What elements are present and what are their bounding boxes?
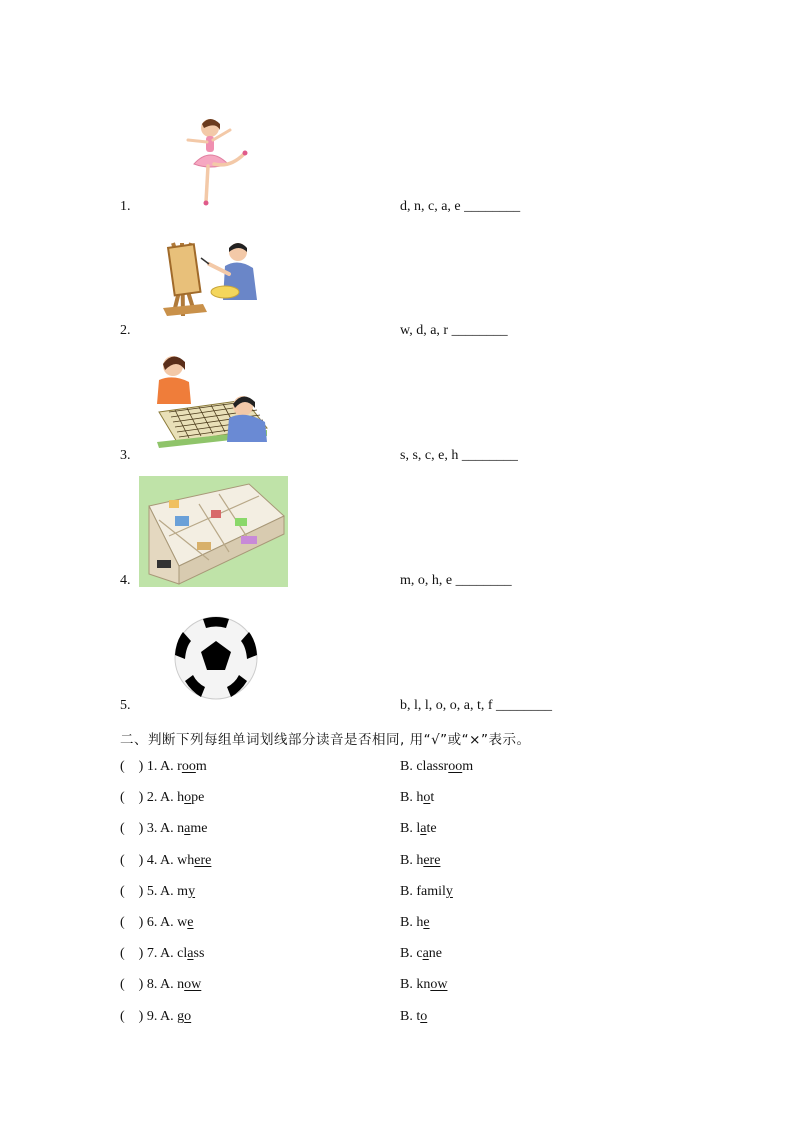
word-a: hope	[177, 790, 205, 806]
option-b: B. classroom	[400, 759, 474, 774]
word-b: classroom	[416, 759, 474, 774]
option-b: B. hot	[400, 790, 435, 806]
word-a: class	[177, 946, 205, 962]
question-number: 6. A.	[146, 915, 178, 930]
judgement-row	[120, 853, 680, 873]
judgement-row	[120, 790, 680, 810]
item-4-scrambled-letters: m, o, h, e ________	[400, 573, 512, 588]
question-number: 3. A.	[146, 821, 178, 837]
item-5-scrambled-letters: b, l, l, o, o, a, t, f ________	[400, 698, 553, 713]
underlined-part: a	[420, 821, 427, 837]
option-b: B. late	[400, 821, 437, 837]
boy-painting-image	[163, 238, 263, 322]
answer-blank[interactable]: ( )	[120, 946, 147, 962]
item-2-number: 2.	[120, 323, 131, 338]
item-1-number: 1.	[120, 199, 131, 214]
option-a	[120, 977, 201, 993]
section-2-heading: 二、判断下列每组单词划线部分读音是否相同, 用“√”或“×”表示。	[120, 732, 531, 748]
judgement-row	[120, 759, 680, 779]
question-number: 2. A.	[146, 790, 178, 806]
option-a	[120, 853, 211, 869]
judgement-row	[120, 915, 680, 935]
option-a	[120, 1009, 191, 1025]
question-number: 7. A.	[146, 946, 178, 962]
item-4-number: 4.	[120, 573, 131, 588]
item-2-scrambled-letters: w, d, a, r ________	[400, 323, 508, 338]
answer-blank[interactable]: ( )	[120, 821, 147, 837]
judgement-row	[120, 977, 680, 997]
answer-blank[interactable]: ( )	[120, 883, 147, 899]
underlined-part: ow	[430, 977, 448, 993]
word-a: my	[177, 883, 196, 899]
word-b: family	[416, 883, 453, 899]
underlined-part: e	[423, 915, 430, 930]
word-b: to	[416, 1008, 428, 1024]
word-a: now	[177, 977, 202, 993]
soccer-ball-image	[173, 615, 259, 701]
underlined-part: a	[422, 946, 429, 962]
word-b: late	[416, 821, 437, 837]
underlined-part: o	[423, 790, 431, 806]
underlined-part: oo	[181, 759, 196, 774]
underlined-part: y	[188, 883, 196, 899]
word-a: go	[177, 1008, 192, 1024]
underlined-part: ere	[423, 852, 441, 868]
word-a: room	[177, 759, 207, 774]
underlined-part: ere	[194, 852, 212, 868]
underlined-part: oo	[448, 759, 463, 774]
judgement-row	[120, 946, 680, 966]
option-a	[120, 946, 204, 962]
option-a	[120, 790, 204, 806]
word-b: hot	[416, 790, 435, 806]
answer-blank[interactable]: ( )	[120, 790, 147, 806]
word-b: know	[416, 977, 448, 993]
option-b: B. here	[400, 852, 441, 868]
question-number: 8. A.	[146, 977, 178, 993]
option-b: B. family	[400, 883, 453, 899]
option-b: B. he	[400, 915, 430, 930]
ballet-dancer-image	[180, 112, 250, 207]
answer-blank[interactable]: ( )	[120, 852, 147, 868]
item-3-number: 3.	[120, 448, 131, 463]
answer-blank[interactable]: ( )	[120, 977, 147, 993]
answer-blank[interactable]: ( )	[120, 915, 147, 930]
question-number: 4. A.	[146, 852, 178, 868]
answer-blank[interactable]: ( )	[120, 1008, 147, 1024]
word-a: we	[177, 915, 194, 930]
judgement-row	[120, 821, 680, 841]
question-number: 9. A.	[146, 1008, 178, 1024]
underlined-part: o	[184, 790, 192, 806]
underlined-part: y	[445, 883, 453, 899]
house-plan-image	[139, 476, 288, 587]
underlined-part: o	[184, 1008, 192, 1024]
option-a	[120, 759, 207, 775]
question-number: 1. A.	[146, 759, 178, 774]
item-3-scrambled-letters: s, s, c, e, h ________	[400, 448, 518, 463]
answer-blank[interactable]: ( )	[120, 759, 147, 774]
item-1-scrambled-letters: d, n, c, a, e ________	[400, 199, 521, 214]
word-b: he	[416, 915, 430, 930]
word-a: name	[177, 821, 208, 837]
item-5-number: 5.	[120, 698, 131, 713]
judgement-row	[120, 884, 680, 904]
chess-children-image	[155, 350, 270, 448]
underlined-part: ow	[184, 977, 202, 993]
option-a	[120, 915, 194, 931]
underlined-part: a	[187, 946, 194, 962]
question-number: 5. A.	[146, 883, 178, 899]
option-a	[120, 884, 195, 900]
underlined-part: o	[420, 1008, 428, 1024]
word-a: where	[177, 852, 212, 868]
underlined-part: e	[187, 915, 194, 930]
option-b: B. know	[400, 977, 448, 993]
underlined-part: a	[184, 821, 191, 837]
word-b: here	[416, 852, 441, 868]
option-b: B. cane	[400, 946, 442, 962]
option-a	[120, 821, 208, 837]
word-b: cane	[416, 946, 442, 962]
judgement-row	[120, 1009, 680, 1029]
option-b: B. to	[400, 1008, 428, 1024]
